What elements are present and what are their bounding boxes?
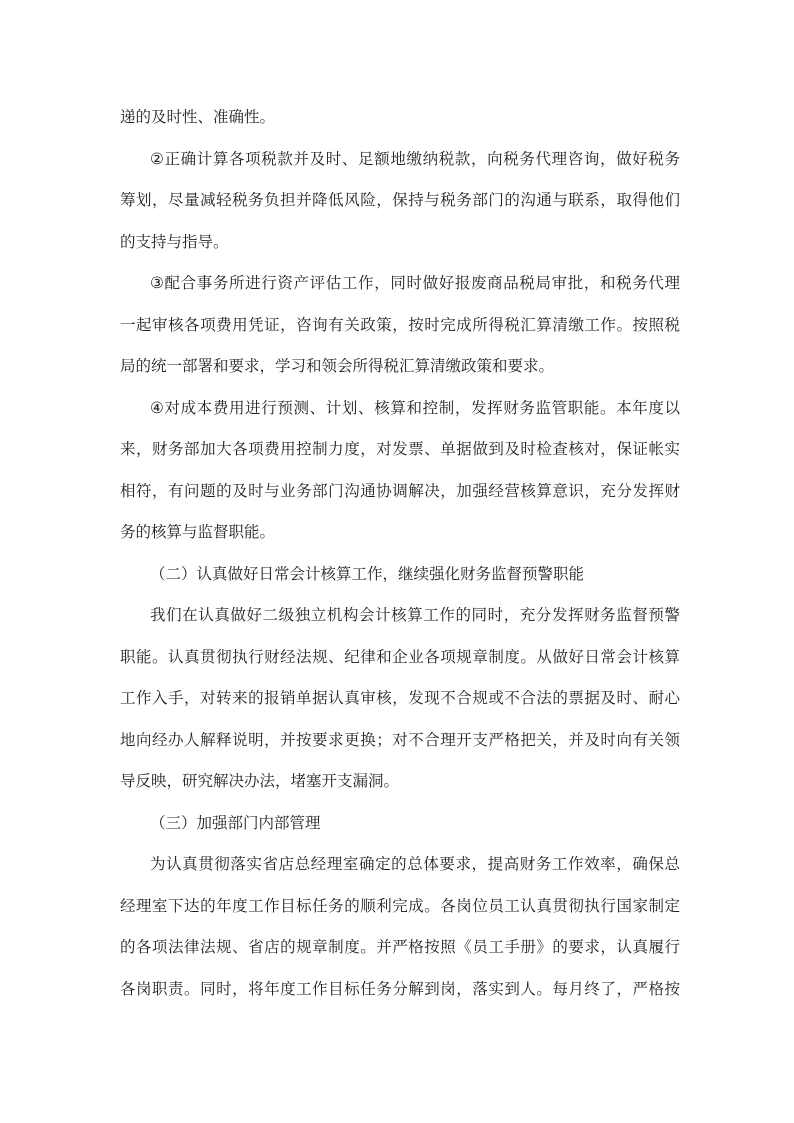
section-heading: （二）认真做好日常会计核算工作，继续强化财务监督预警职能 xyxy=(150,565,585,583)
text-line: 各岗职责。同时，将年度工作目标任务分解到岗，落实到人。每月终了，严格按 xyxy=(120,980,680,998)
paragraph-first-line: 我们在认真做好二级独立机构会计核算工作的同时，充分发挥财务监督预警 xyxy=(150,606,680,624)
text-line: 务的核算与监督职能。 xyxy=(120,523,276,541)
text-line: 的支持与指导。 xyxy=(120,233,229,251)
text-line: 来，财务部加大各项费用控制力度，对发票、单据做到及时检查核对，保证帐实 xyxy=(120,440,680,458)
paragraph-first-line: ④对成本费用进行预测、计划、核算和控制，发挥财务监管职能。本年度以 xyxy=(150,399,680,417)
text-line: 递的及时性、准确性。 xyxy=(120,108,276,126)
text-line: 职能。认真贯彻执行财经法规、纪律和企业各项规章制度。从做好日常会计核算 xyxy=(120,648,680,666)
paragraph-first-line: ②正确计算各项税款并及时、足额地缴纳税款，向税务代理咨询，做好税务 xyxy=(150,150,680,168)
text-line: 地向经办人解释说明，并按要求更换；对不合理开支严格把关，并及时向有关领 xyxy=(120,731,680,749)
text-line: 导反映，研究解决办法，堵塞开支漏洞。 xyxy=(120,772,400,790)
text-line: 筹划，尽量减轻税务负担并降低风险，保持与税务部门的沟通与联系，取得他们 xyxy=(120,191,680,209)
text-line: 的各项法律法规、省店的规章制度。并严格按照《员工手册》的要求，认真履行 xyxy=(120,938,680,956)
text-line: 一起审核各项费用凭证，咨询有关政策，按时完成所得税汇算清缴工作。按照税 xyxy=(120,316,680,334)
text-line: 工作入手，对转来的报销单据认真审核，发现不合规或不合法的票据及时、耐心 xyxy=(120,689,680,707)
section-heading: （三）加强部门内部管理 xyxy=(150,814,321,832)
text-line: 经理室下达的年度工作目标任务的顺利完成。各岗位员工认真贯彻执行国家制定 xyxy=(120,897,680,915)
text-line: 相符，有问题的及时与业务部门沟通协调解决，加强经营核算意识，充分发挥财 xyxy=(120,482,680,500)
paragraph-first-line: ③配合事务所进行资产评估工作，同时做好报废商品税局审批，和税务代理 xyxy=(150,274,680,292)
paragraph-first-line: 为认真贯彻落实省店总经理室确定的总体要求，提高财务工作效率，确保总 xyxy=(150,855,680,873)
text-line: 局的统一部署和要求，学习和领会所得税汇算清缴政策和要求。 xyxy=(120,357,555,375)
